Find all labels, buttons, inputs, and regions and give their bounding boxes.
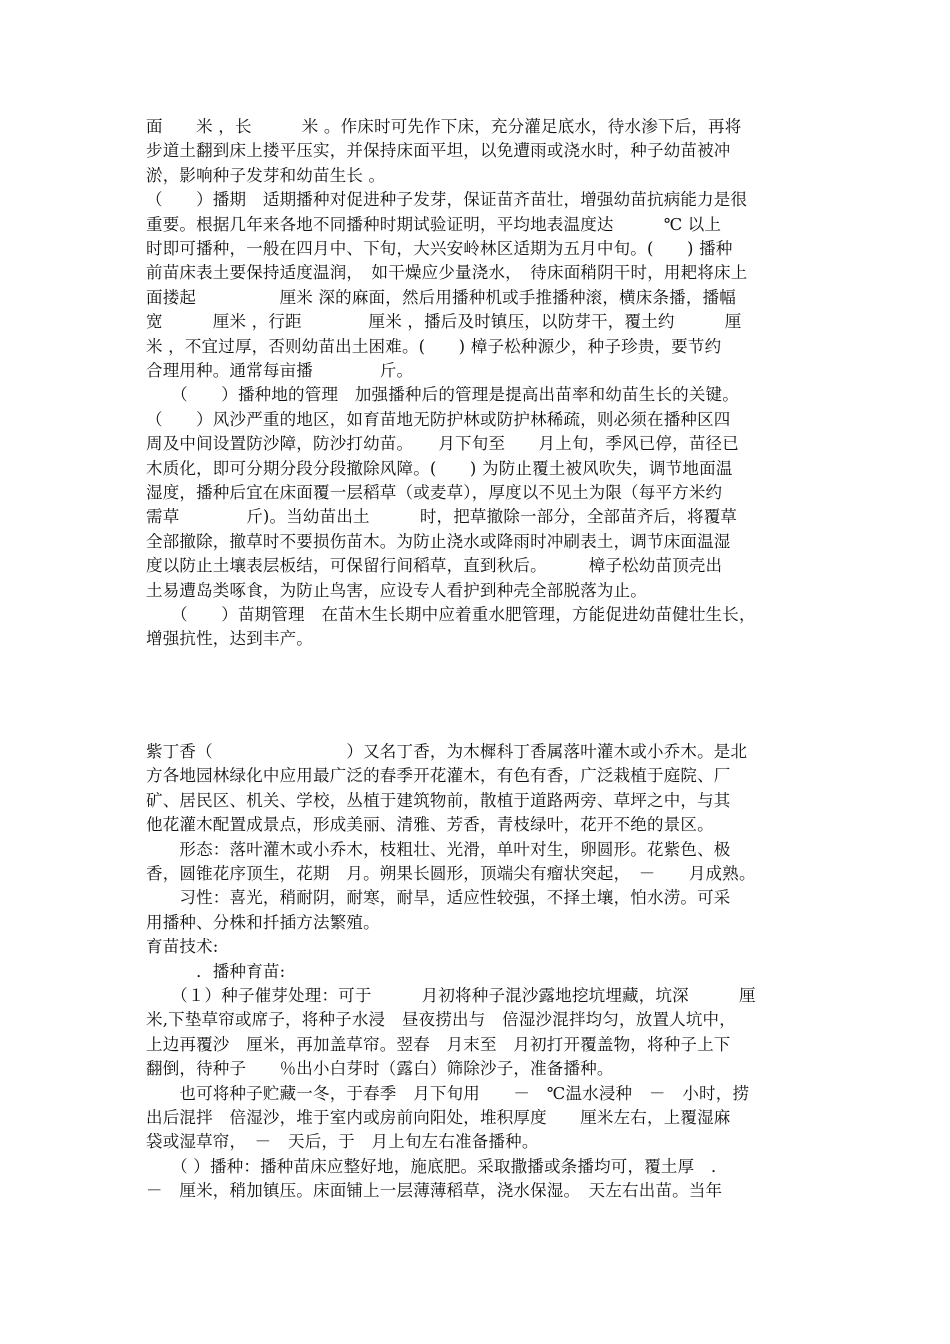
text-line: 合理用种。通常每亩播 斤。: [146, 361, 414, 380]
text-line: 袋或湿草帘， － 天后，于 月上旬左右准备播种。: [146, 1132, 539, 1152]
text-line: 习性：喜光，稍耐阴，耐寒，耐旱，适应性较强，不择土壤，怕水涝。可采: [146, 888, 731, 908]
text-line: （ ）播种地的管理 加强播种后的管理是提高出苗率和幼苗生长的关键。: [146, 385, 739, 405]
text-line: （ ）苗期管理 在苗木生长期中应着重水肥管理，方能促进幼苗健壮生长，: [146, 605, 756, 624]
text-line: 出后混拌 倍湿沙，堆于室内或房前向阳处，堆积厚度 厘米左右，上覆湿麻: [146, 1108, 731, 1127]
text-line: 香，圆锥花序顶生，花期 月。朔果长圆形，顶端尖有瘤状突起， － 月成熟。: [146, 864, 756, 883]
text-line: 需草 斤)。当幼苗出土 时，把草撤除一部分，全部苗齐后，将覆草: [146, 507, 738, 527]
text-line: 增强抗性，达到丰产。: [146, 629, 313, 649]
text-line: 周及中间设置防沙障，防沙打幼苗。 月下旬至 月上旬，季风已停，苗径已: [146, 434, 739, 454]
text-line: 紫丁香（ ）又名丁香，为木樨科丁香属落叶灌木或小乔木。是北: [146, 742, 748, 761]
text-line: （１）种子催芽处理：可于 月初将种子混沙露地挖坑埋藏，坑深 厘: [146, 986, 756, 1005]
text-line: 他花灌木配置成景点，形成美丽、清雅、芳香，青枝绿叶，花开不绝的景区。: [146, 815, 714, 835]
text-line: 土易遭岛类啄食，为防止鸟害，应设专人看护到种壳全部脱落为止。: [146, 580, 647, 600]
text-line: 上边再覆沙 厘米，再加盖草帘。翌春 月末至 月初打开覆盖物，将种子上下: [146, 1034, 731, 1054]
text-line: － 厘米，稍加镇压。床面铺上一层薄薄稻草，浇水保湿。 天左右出苗。当年: [146, 1181, 723, 1201]
text-line: 翻倒，待种子 ％出小白芽时（露白）筛除沙子，准备播种。: [146, 1059, 614, 1079]
text-line: （ ）播种：播种苗床应整好地，施底肥。采取撒播或条播均可，覆土厚 ．: [146, 1156, 728, 1176]
text-line: 前苗床表土要保持适度温润， 如干燥应少量浇水， 待床面稍阴干时，用耙将床上: [146, 263, 748, 283]
text-line: 面 米 ，长 米 。作床时可先作下床，充分灌足底水，待水渗下后，再将: [146, 117, 742, 136]
text-line: 木质化，即可分期分段分段撤除风障。( ) 为防止覆土被风吹失，调节地面温: [146, 458, 733, 478]
text-line: 时即可播种，一般在四月中、下旬，大兴安岭林区适期为五月中旬。( ) 播种: [146, 239, 733, 258]
text-line: 形态：落叶灌木或小乔木，枝粗壮、光滑，单叶对生，卵圆形。花紫色、极: [146, 839, 731, 859]
text-line: ．播种育苗:: [146, 961, 286, 981]
text-line: 淤，影响种子发芽和幼苗生长 。: [146, 165, 386, 185]
text-line: 湿度，播种后宜在床面覆一层稻草（或麦草），厚度以不见土为限（每平方米约: [146, 483, 723, 502]
text-line: 面搂起 厘米 深的麻面，然后用播种机或手推播种滚，横床条播，播幅: [146, 287, 736, 307]
text-line: 用播种、分株和扦插方法繁殖。: [146, 912, 380, 932]
text-line: 方各地园林绿化中应用最广泛的春季开花灌木，有色有香，广泛栽植于庭院、厂: [146, 766, 731, 786]
text-line: （ ）风沙严重的地区，如育苗地无防护林或防护林稀疏，则必须在播种区四: [146, 409, 731, 429]
text-line: 育苗技术:: [146, 937, 219, 957]
text-line: 米 ，不宜过厚，否则幼苗出土困难。( ) 樟子松种源少，种子珍贵，要节约: [146, 336, 722, 356]
text-line: 宽 厘米 ，行距 厘米 ，播后及时镇压，以防芽干，覆土约 厘: [146, 312, 742, 332]
text-line: 也可将种子贮藏一冬，于春季 月下旬用 － ℃温水浸种 － 小时，捞: [146, 1083, 750, 1103]
text-line: 全部撤除，撤草时不要损伤苗木。为防止浇水或降雨时冲刷表土，调节床面温湿: [146, 531, 731, 551]
text-line: 矿、居民区、机关、学校，丛植于建筑物前，散植于道路两旁、草坪之中，与其: [146, 790, 731, 810]
text-line: （ ）播期 适期播种对促进种子发芽，保证苗齐苗壮，增强幼苗抗病能力是很: [146, 190, 748, 210]
text-line: 米,下垫草帘或席子，将种子水浸 昼夜捞出与 倍湿沙混拌均匀，放置人坑中，: [146, 1010, 736, 1030]
text-line: 重要。根据几年来各地不同播种时期试验证明，平均地表温度达 ℃ 以上: [146, 214, 722, 234]
text-line: 度以防止土壤表层板结，可保留行间稻草，直到秋后。 樟子松幼苗顶壳出: [146, 556, 723, 576]
text-line: 步道土翻到床上搂平压实，并保持床面平坦，以免遭雨或浇水时，种子幼苗被冲: [146, 141, 731, 161]
